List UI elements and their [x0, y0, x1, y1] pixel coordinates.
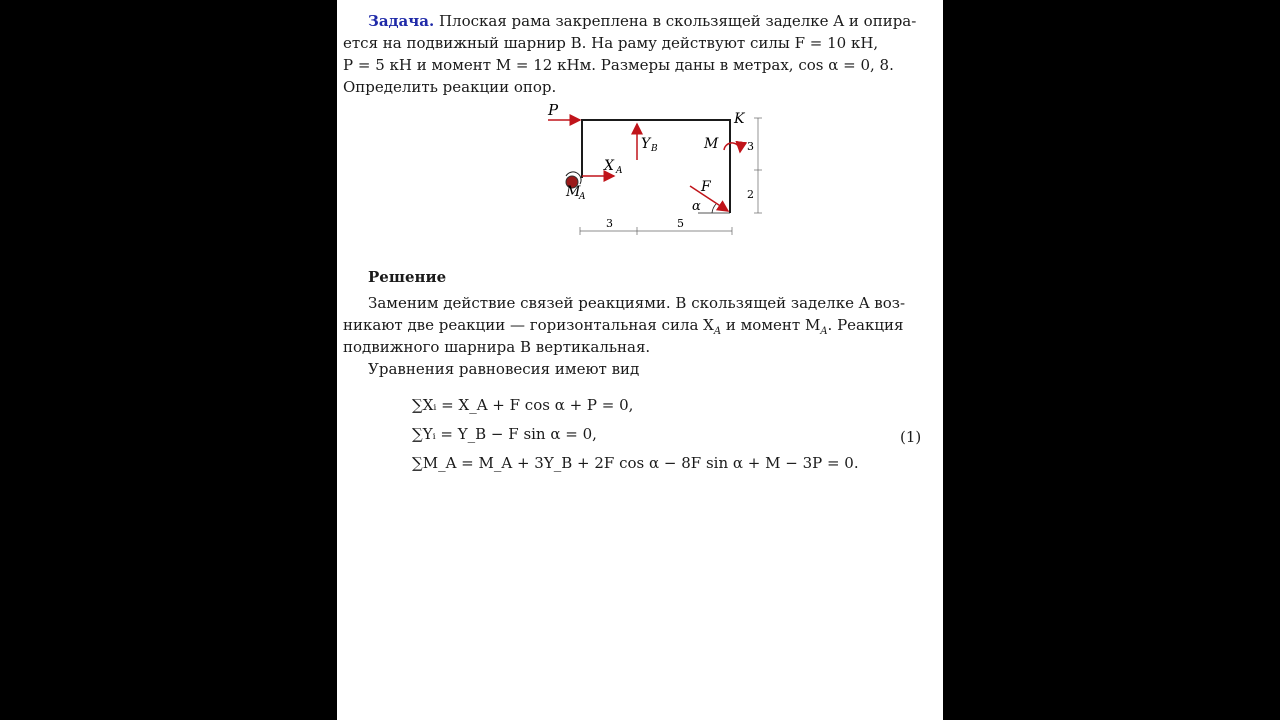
problem-text-1: Плоская рама закреплена в скользящей заделке A и опира- [438, 12, 917, 30]
problem-line-4: Определить реакции опор. [343, 78, 557, 96]
solution-heading: Решение [368, 268, 447, 286]
dim-bottom-right: 5 [677, 217, 684, 230]
label-yb: Y [641, 136, 651, 152]
problem-label: Задача. [368, 12, 435, 30]
solution-line-2: никают две реакции — горизонтальная сила $X_A$ и момент $M_A$. Реакция [343, 316, 904, 337]
label-p: P [548, 101, 559, 119]
label-alpha: α [692, 199, 701, 214]
solution-line-2c: . Реакция [827, 316, 904, 334]
label-yb-sub: B [651, 144, 658, 154]
solution-line-2b: и момент M [721, 316, 821, 334]
label-k: K [734, 111, 745, 127]
solution-line-4: Уравнения равновесия имеют вид [368, 360, 640, 378]
label-f: F [701, 179, 711, 195]
solution-line-2a: никают две реакции — горизонтальная сила X [343, 316, 714, 334]
equation-2: ∑Yᵢ = Y_B − F sin α = 0, [412, 425, 597, 443]
problem-line-3: P = 5 кН и момент M = 12 кНм. Размеры даны в метрах, cos α = 0, 8. [343, 56, 894, 74]
label-ma-sub: A [579, 192, 586, 202]
solution-line-3: подвижного шарнира B вертикальная. [343, 338, 651, 356]
equation-number: (1) [900, 428, 922, 446]
moment-m-arc-icon [724, 143, 740, 152]
label-ma: M [566, 184, 581, 200]
equation-3: ∑M_A = M_A + 3Y_B + 2F cos α − 8F sin α + M − 3P = 0. [412, 454, 859, 472]
equation-1: ∑Xᵢ = X_A + F cos α + P = 0, [412, 396, 634, 414]
dim-right-bottom: 2 [747, 188, 754, 201]
dim-bottom-left: 3 [606, 217, 613, 230]
label-m: M [704, 136, 719, 152]
dim-right-top: 3 [747, 140, 754, 153]
label-xa-sub: A [616, 166, 623, 176]
solution-line-1: Заменим действие связей реакциями. В скользящей заделке A воз- [368, 294, 906, 312]
label-xa: X [604, 158, 614, 174]
alpha-arc-icon [712, 204, 716, 213]
problem-line-2: ется на подвижный шарнир B. На раму действуют силы F = 10 кН, [343, 34, 879, 52]
